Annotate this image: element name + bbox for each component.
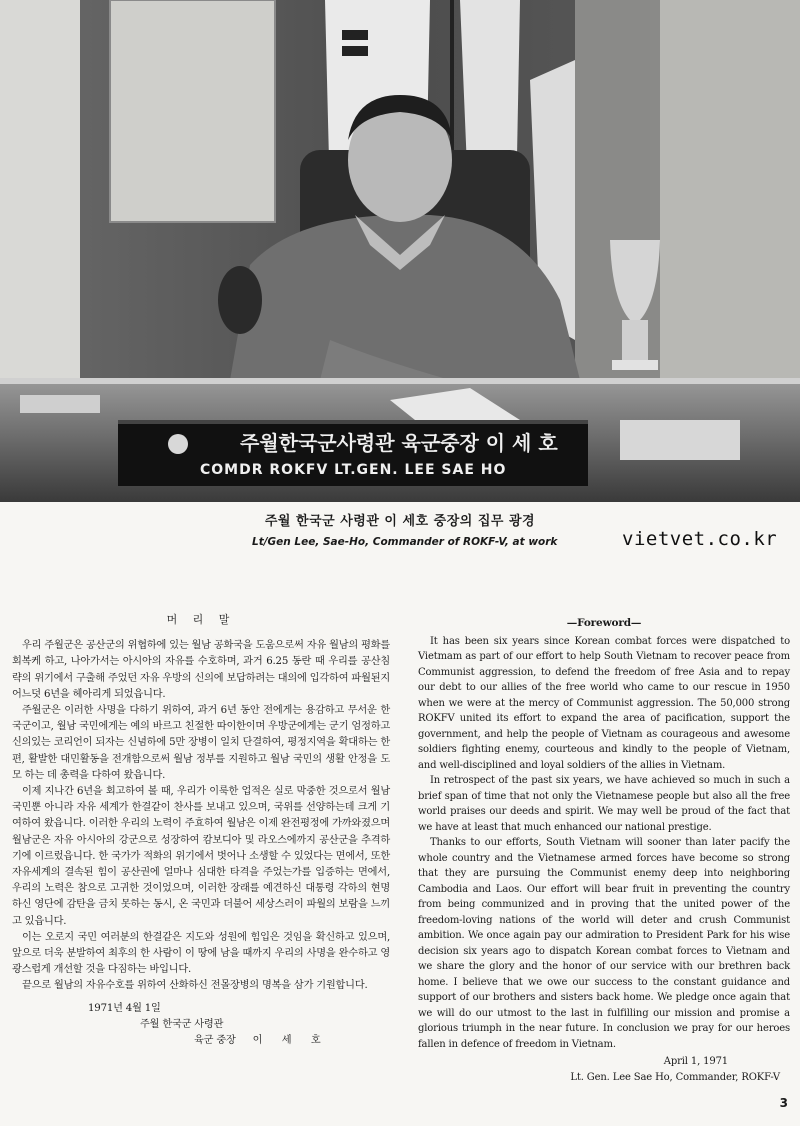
nameplate-english: COMDR ROKFV LT.GEN. LEE SAE HO — [200, 462, 507, 478]
korean-paragraph: 이제 지나간 6년을 회고하여 볼 때, 우리가 이룩한 업적은 실로 막중한 것으로서 월남 국민뿐 아니라 자유 세계가 한결같이 찬사를 보내고 있으며, 국위를 선양하는데 크게 기여하여 왔읍니다. 이러한 우리의 노력이 주효하여 월남은 이제 완전평정에 가까와졌으며 월남군은 자유 아시아의 강군으로 성장하여 캄보디아 및 라오스에까지 공산군을 추격하기에 이르렀읍니다. 한 국가가 적화의 위기에서 벗어나 소생할 수 있었다는 면에서, 또한 자유세계의 결속된 힘이 공산권에 얼마나 심대한 타격을 주었는가를 입증하는 면에서, 우리의 노력은 참으로 고귀한 것이었으며, 이러한 장래를 예견하신 대통령 각하의 현명하신 영단에 감탄을 금치 못하는 동시, 온 국민과 더불어 세상스러이 파월의 보람을 느끼고 있읍니다. — [12, 786, 390, 927]
korean-signature-rank: 육군 중장 — [194, 1035, 236, 1047]
commander-photo — [0, 0, 800, 502]
korean-foreword — [12, 612, 390, 1049]
korean-date: 1971년 4월 1일 — [88, 1002, 161, 1014]
korean-signature-title: 주월 한국군 사령관 — [140, 1018, 224, 1030]
page-number: 3 — [779, 1096, 788, 1110]
english-signature: Lt. Gen. Lee Sae Ho, Commander, ROKF-V — [570, 1071, 780, 1083]
korean-paragraph: 우리 주월군은 공산군의 위협하에 있는 월남 공화국을 도움으로써 자유 월남의 평화를 회복케 하고, 나아가서는 아시아의 자유를 수호하며, 과거 6.25 동란 때 우리를 공산침략의 위기에서 구출해 주었던 자유 우방의 신의에 보답하려는 대의에 입각하여 파월된지 어느덧 6년을 헤아리게 되었읍니다. — [12, 640, 390, 700]
english-foreword — [418, 616, 790, 1085]
english-paragraph: In retrospect of the past six years, we have achieved so much in such a brief span of time that not only the Vietnamese people but also all the free world praises our deeds and spirit. We may well be proud of the fact that we have at least that much enhanced our national prestige. — [418, 775, 790, 833]
korean-foreword-title: 머 리 말 — [166, 613, 236, 626]
nameplate-korean: 주월한국군사령관 육군중장 이 세 호 — [240, 431, 558, 455]
english-paragraph: It has been six years since Korean combat forces were dispatched to Vietmam as part of our effort to help South Vietnam to recover peace from Communist aggression, to defend the freedom of free Asia and to repay our debt to our allies of the free world who came to our rescue in 1950 when we were at the mercy of Communist aggression. The 50,000 strong ROKFV united its effort to expand the area of pacification, support the government, and help the people of Vietnam as courageous and awesome soldiers fighting enemy, courteous and kindly to the people of Vietnam, and well-disciplined and loyal soldiers of the allies in Vietnam. — [418, 635, 790, 771]
korean-signature-name: 이 세 호 — [252, 1035, 329, 1047]
english-foreword-title: —Foreword— — [566, 617, 642, 629]
caption-korean: 주월 한국군 사령관 이 세호 중장의 집무 광경 — [264, 514, 536, 529]
korean-paragraph: 주월군은 이러한 사명을 다하기 위하여, 과거 6년 동안 전에게는 용감하고 무서운 한국군이고, 월남 국민에게는 예의 바르고 친절한 따이한이며 우방군에게는 군기 엄정하고 신의있는 코리언이 되자는 신념하에 5만 장병이 일치 단결하여, 평정지역을 확대하는 한편, 활발한 대민활동을 전개함으로써 월남 정부를 지원하고 월남 국민의 생활 안정을 도모 하는 데 총력을 다하여 왔읍니다. — [12, 705, 390, 781]
caption-english: Lt/Gen Lee, Sae-Ho, Commander of ROKF-V, at work — [252, 536, 558, 548]
english-date: April 1, 1971 — [663, 1056, 728, 1067]
korean-signature — [12, 1033, 390, 1049]
korean-paragraph: 끝으로 월남의 자유수호를 위하여 산화하신 전몰장병의 명복을 삼가 기원합니다. — [22, 980, 368, 992]
watermark: vietvet.co.kr — [622, 528, 778, 550]
english-paragraph: Thanks to our efforts, South Vietnam will sooner than later pacify the whole country and the Vietnamese armed forces have become so strong that they are pursuing the Communist enemy deep into neighboring Cambodia and Laos. Our effort will bear fruit in preventing the country from being communized and in proving that the united power of the freedom-loving nations of the world will deter and crush Communist ambition. We once again pay our admiration to President Park for his wise decision six years ago to dispatch Korean combat forces to Vietnam and we share the glory and the honor of our service with our brethren back home. I believe that we owe our success to the constant guidance and support of our brothers and sisters back home. We pledge once again that we will do our utmost to the last in fulfilling our mission and promise a glorious triumph in the near future. In conclusion we pray for our heroes fallen in defence of freedom in Vietnam. — [418, 837, 790, 1050]
korean-paragraph: 이는 오로지 국민 여러분의 한결같은 지도와 성원에 힘입은 것임을 확신하고 있으며, 앞으로 더욱 분발하여 최후의 한 사람이 이 땅에 남을 때까지 우리의 사명을 완수하고 영광스럽게 개선할 것을 다짐하는 바입니다. — [12, 931, 390, 976]
